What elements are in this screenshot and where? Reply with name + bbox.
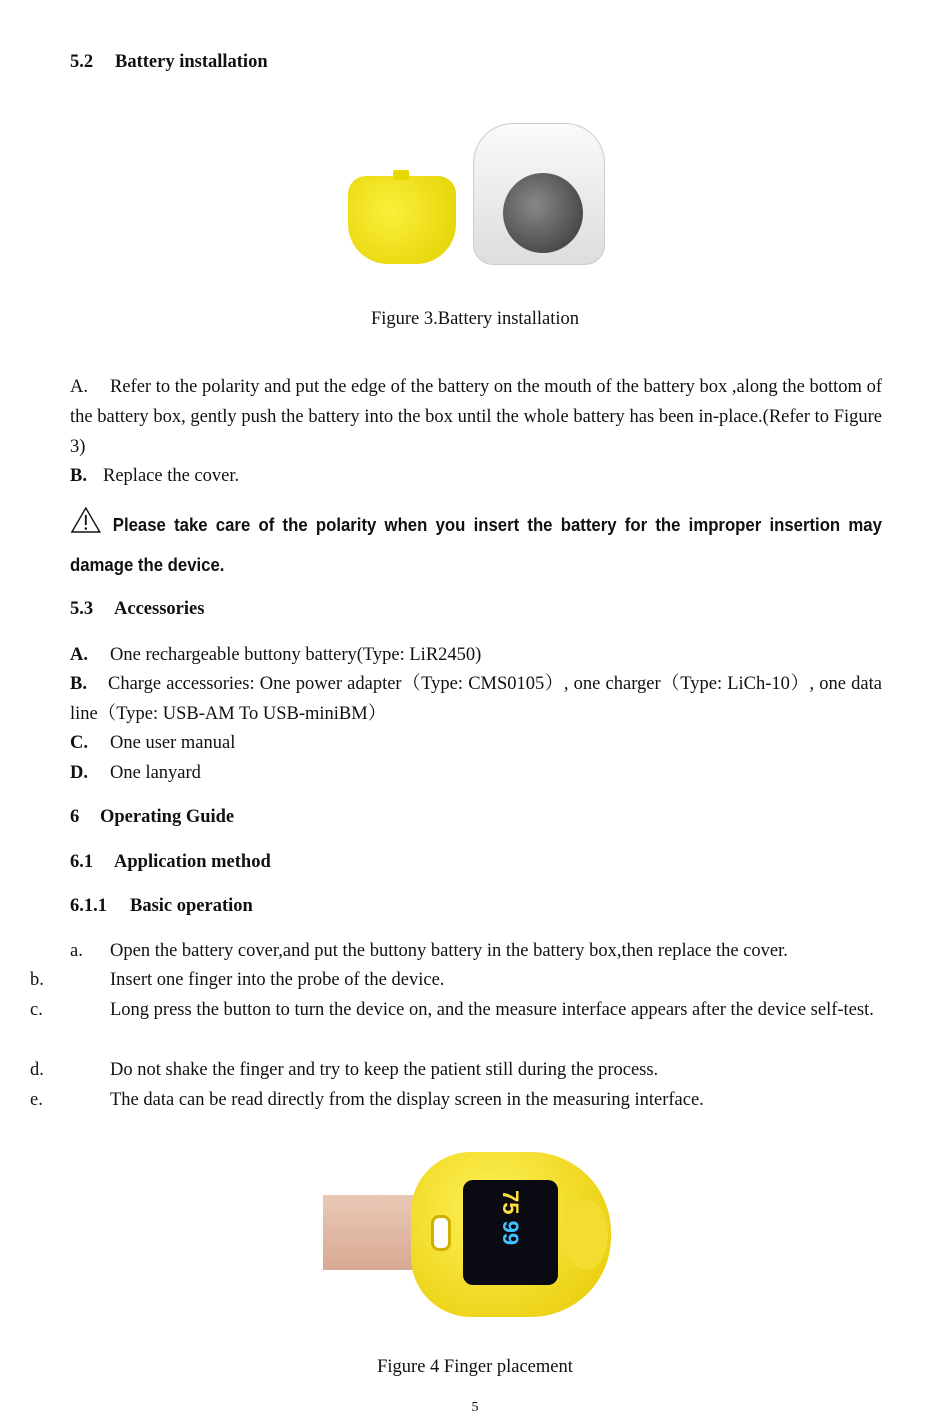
section-number: 6.1.1	[70, 896, 107, 916]
section-title: Operating Guide	[100, 807, 235, 827]
step-text: Open the battery cover,and put the buttony battery in the battery box,then replace the cover.	[110, 941, 788, 961]
item-label: B.	[70, 674, 87, 694]
accessory-a	[70, 640, 882, 670]
section-number: 5.2	[70, 52, 94, 72]
basic-step-d	[30, 1055, 922, 1085]
warning-triangle-icon	[70, 506, 102, 534]
step-label: c.	[30, 1000, 43, 1020]
step-label: b.	[30, 970, 44, 990]
step-label: d.	[30, 1060, 44, 1080]
step-text: Long press the button to turn the device on, and the measure interface appears after the device self-test.	[110, 1000, 874, 1020]
basic-step-a	[70, 936, 922, 966]
figure-3-caption: Figure 3.Battery installation	[370, 309, 580, 329]
step-text: The data can be read directly from the display screen in the measuring interface.	[110, 1090, 704, 1110]
section-number: 6	[70, 807, 80, 827]
section-title: Accessories	[114, 599, 205, 619]
warning-text: Please take care of the polarity when you insert the battery for the improper insertion may damage the device.	[70, 515, 882, 575]
step-b	[70, 461, 882, 491]
item-text: One rechargeable buttony battery(Type: LiR2450)	[110, 645, 482, 665]
lanyard-hole	[431, 1215, 451, 1251]
step-label: B.	[70, 466, 87, 486]
heading-6	[70, 802, 882, 832]
heading-5-2	[70, 47, 882, 77]
warning-note	[70, 505, 882, 585]
basic-step-c	[30, 995, 922, 1025]
heading-6-1	[70, 847, 882, 877]
battery-cover	[348, 176, 456, 264]
figure-3-image	[345, 118, 610, 268]
item-label: C.	[70, 733, 88, 753]
section-title: Application method	[114, 852, 271, 872]
step-text: Insert one finger into the probe of the device.	[110, 970, 445, 990]
figure-4-image	[323, 1150, 613, 1322]
accessory-b	[70, 669, 882, 729]
basic-step-e	[30, 1085, 922, 1115]
accessory-c	[70, 728, 882, 758]
section-number: 6.1	[70, 852, 94, 872]
spo2-reading: 99	[498, 1220, 523, 1246]
item-text: Charge accessories: One power adapter（Type: CMS0105）, one charger（Type: LiCh-10）, one data line（Type: USB-AM To USB-miniBM）	[70, 674, 882, 724]
section-number: 5.3	[70, 599, 94, 619]
item-label: D.	[70, 763, 88, 783]
heading-6-1-1	[70, 891, 882, 921]
item-text: One lanyard	[110, 763, 201, 783]
item-label: A.	[70, 645, 88, 665]
step-text: Do not shake the finger and try to keep the patient still during the process.	[110, 1060, 659, 1080]
pulse-rate-reading: 75	[498, 1190, 523, 1215]
step-label: A.	[70, 377, 88, 397]
step-a	[70, 372, 882, 462]
section-title: Battery installation	[115, 52, 268, 72]
step-text: Replace the cover.	[103, 466, 240, 486]
button-pad	[563, 1200, 608, 1270]
basic-step-b	[30, 965, 922, 995]
display-screen	[463, 1180, 558, 1285]
coin-battery	[503, 173, 583, 253]
item-text: One user manual	[110, 733, 236, 753]
step-text: Refer to the polarity and put the edge of the battery on the mouth of the battery box ,along the bottom of the battery box, gently push the battery into the box until the whole battery has been in-place.(Refer to Figure 3)	[70, 377, 882, 457]
page-number: 5	[471, 1400, 479, 1415]
step-label: a.	[70, 941, 83, 961]
section-title: Basic operation	[130, 896, 253, 916]
step-label: e.	[30, 1090, 43, 1110]
accessory-d	[70, 758, 882, 788]
figure-4-caption: Figure 4 Finger placement	[377, 1357, 573, 1377]
heading-5-3	[70, 594, 882, 624]
